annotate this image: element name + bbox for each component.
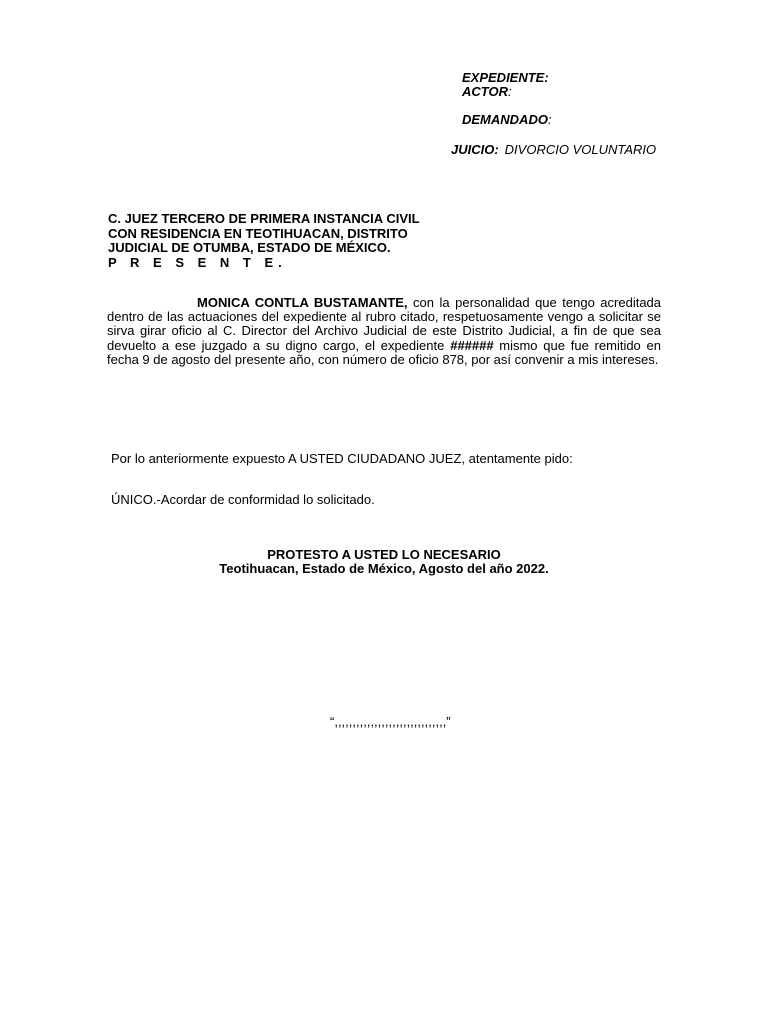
place-date-line: Teotihuacan, Estado de México, Agosto del año 2022. — [219, 561, 549, 576]
demandado-label: DEMANDADO — [462, 112, 548, 127]
demandado-line — [462, 113, 552, 127]
addressee-block — [108, 212, 420, 270]
presente-line: P R E S E N T E. — [108, 254, 287, 270]
case-info — [462, 71, 552, 127]
addressee-line-2: CON RESIDENCIA EN TEOTIHUACAN, DISTRITO — [108, 225, 408, 241]
signature-line: “,,,,,,,,,,,,,,,,,,,,,,,,,,,,,,,” — [330, 714, 451, 729]
petition-line: ÚNICO.-Acordar de conformidad lo solicitado. — [111, 492, 375, 507]
body-text-part-2: mismo que fue remitido en fecha 9 de agosto del presente año, con número de oficio 878, por así convenir a mis intereses. — [107, 337, 662, 367]
body-text-part-1: con la personalidad que tengo acreditada dentro de las actuaciones del expediente al rubro citado, respetuosamente vengo a solicitar se sirva girar oficio al C. Director del Archivo Judicial de este Distrito Judicial, a fin de que sea devuelto a ese juzgado a su digno cargo, el expediente — [107, 295, 662, 353]
request-line: Por lo anteriormente expuesto A USTED CIUDADANO JUEZ, atentamente pido: — [111, 451, 573, 466]
actor-label: ACTOR — [462, 84, 508, 99]
juicio-value: DIVORCIO VOLUNTARIO — [504, 142, 657, 157]
demandado-colon: : — [547, 112, 552, 127]
actor-colon: : — [507, 84, 512, 99]
expediente-number: ###### — [450, 337, 494, 353]
expediente-label: EXPEDIENTE: — [462, 70, 549, 85]
body-paragraph — [107, 296, 661, 367]
expediente-line — [462, 71, 552, 85]
protesto-line: PROTESTO A USTED LO NECESARIO — [267, 547, 501, 562]
actor-line — [462, 85, 552, 99]
closing-block — [0, 548, 768, 576]
juicio-line — [451, 142, 656, 157]
addressee-line-3: JUDICIAL DE OTUMBA, ESTADO DE MÉXICO. — [108, 240, 391, 255]
case-spacer — [462, 99, 552, 113]
juicio-label: JUICIO: — [451, 142, 499, 157]
petitioner-name: MONICA CONTLA BUSTAMANTE, — [197, 295, 408, 310]
addressee-line-1: C. JUEZ TERCERO DE PRIMERA INSTANCIA CIVIL — [108, 211, 420, 226]
